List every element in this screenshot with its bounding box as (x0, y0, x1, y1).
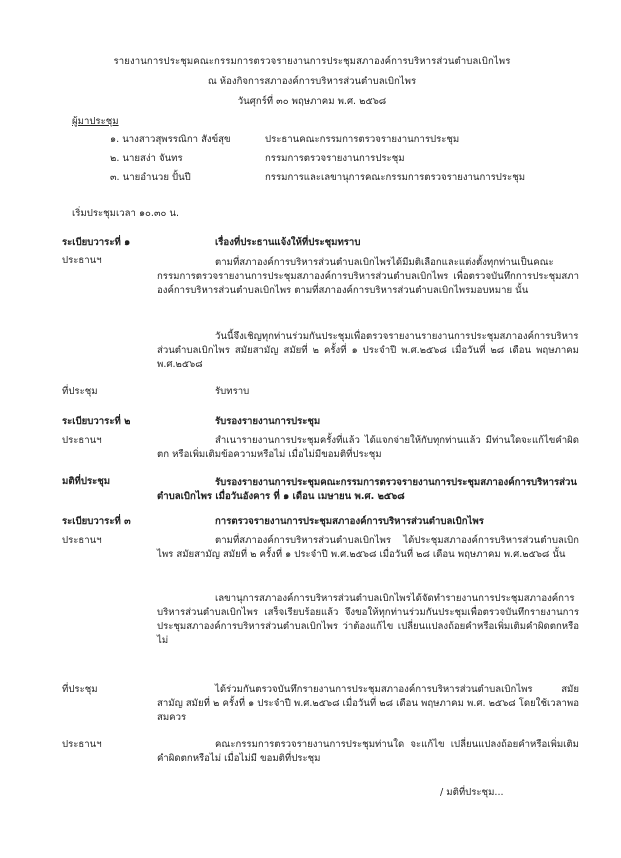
agenda2-resolution-label: มติที่ประชุม (62, 476, 111, 487)
attendees-label: ผู้มาประชุม (72, 116, 119, 127)
agenda1-title: เรื่องที่ประธานแจ้งให้ที่ประชุมทราบ (215, 237, 361, 248)
report-location: ณ ห้องกิจการสภาองค์การบริหารส่วนตำบลเบิกไพร (207, 76, 417, 87)
agenda2-speaker: ประธานฯ (62, 435, 102, 446)
report-date: วันศุกร์ที่ ๓๐ พฤษภาคม พ.ศ. ๒๕๖๘ (237, 96, 387, 107)
agenda1-resolution: รับทราบ (215, 386, 250, 397)
agenda3-speaker: ประธานฯ (62, 739, 102, 750)
attendee-role: กรรมการตรวจรายงานการประชุม (265, 153, 405, 164)
report-title: รายงานการประชุมคณะกรรมการตรวจรายงานการประชุมสภาองค์การบริหารส่วนตำบลเบิกไพร (113, 56, 511, 67)
attendee-name: ๓. นายอำนวย ปั้นปี (110, 172, 191, 183)
agenda1-resolution-label: ที่ประชุม (62, 386, 98, 397)
agenda1-paragraph: ตามที่สภาองค์การบริหารส่วนตำบลเบิกไพรได้มีมติเลือกและแต่งตั้งทุกท่านเป็นคณะกรรมการตรวจรายงานการประชุมสภาองค์การบริหารส่วนตำบลเบิกไพร เพื่อตรวจบันทึกการประชุมสภาองค์การบริหารส่วนตำบลเบิกไพร ตามที่สภาองค์การบริหารส่วนตำบลเบิกไพรมอบหมาย นั้น (157, 257, 579, 296)
agenda3-speaker: ประธานฯ (62, 535, 102, 546)
agenda3-closing: คณะกรรมการตรวจรายงานการประชุมท่านใด จะแก้ไข เปลี่ยนแปลงถ้อยคำหรือเพิ่มเติมคำผิดตกหรือไม่ เมื่อไม่มี ขอมติที่ประชุม (157, 739, 579, 764)
start-time: เริ่มประชุมเวลา ๑๐.๓๐ น. (72, 208, 180, 219)
agenda1-paragraph: วันนี้จึงเชิญทุกท่านร่วมกันประชุมเพื่อตรวจรายงานรายงานการประชุมสภาองค์การบริหารส่วนตำบลเบิกไพร สมัยสามัญ สมัยที่ ๒ ครั้งที่ ๑ ประจำปี พ.ศ.๒๕๖๘ เมื่อวันที่ ๒๘ เดือน พฤษภาคม พ.ศ.๒๕๖๘ (157, 331, 579, 370)
agenda1-label: ระเบียบวาระที่ ๑ (62, 237, 131, 248)
agenda3-paragraph: เลขานุการสภาองค์การบริหารส่วนตำบลเบิกไพรได้จัดทำรายงานการประชุมสภาองค์การบริหารส่วนตำบลเบิกไพร เสร็จเรียบร้อยแล้ว จึงขอให้ทุกท่านร่วมกันประชุมเพื่อตรวจบันทึกรายงานการประชุมสภาองค์การบริหารส่วนตำบลเบิกไพร ว่าต้องแก้ไข เปลี่ยนแปลงถ้อยคำหรือเพิ่มเติมคำผิดตกหรือไม่ (157, 593, 579, 646)
agenda3-paragraph: ตามที่สภาองค์การบริหารส่วนตำบลเบิกไพร ได้ประชุมสภาองค์การบริหารส่วนตำบลเบิกไพร สมัยสามัญ สมัยที่ ๒ ครั้งที่ ๑ ประจำปี พ.ศ.๒๕๖๘ เมื่อวันที่ ๒๘ เดือน พฤษภาคม พ.ศ.๒๕๖๘ นั้น (157, 535, 579, 560)
agenda3-label: ระเบียบวาระที่ ๓ (62, 516, 131, 527)
continuation-marker: / มติที่ประชุม... (440, 787, 504, 798)
attendee-name: ๑. นางสาวสุพรรณิกา สังข์สุข (110, 134, 231, 145)
agenda2-paragraph: สำเนารายงานการประชุมครั้งที่แล้ว ได้แจกจ่ายให้กับทุกท่านแล้ว มีท่านใดจะแก้ไขคำผิดตก หรือเพิ่มเติมข้อความหรือไม่ เมื่อไม่มีขอมติที่ประชุม (157, 435, 579, 460)
agenda3-title: การตรวจรายงานการประชุมสภาองค์การบริหารส่วนตำบลเบิกไพร (215, 516, 484, 527)
attendee-role: กรรมการและเลขานุการคณะกรรมการตรวจรายงานการประชุม (265, 172, 526, 183)
agenda2-title: รับรองรายงานการประชุม (215, 416, 321, 427)
agenda1-speaker: ประธานฯ (62, 255, 102, 266)
agenda3-meeting-text: ได้ร่วมกันตรวจบันทึกรายงานการประชุมสภาองค์การบริหารส่วนตำบลเบิกไพร สมัยสามัญ สมัยที่ ๒ ครั้งที่ ๑ ประจำปี พ.ศ.๒๕๖๘ เมื่อวันที่ ๒๘ เดือน พฤษภาคม พ.ศ. ๒๕๖๘ โดยใช้เวลาพอสมควร (157, 684, 579, 723)
attendee-role: ประธานคณะกรรมการตรวจรายงานการประชุม (265, 134, 460, 145)
agenda2-resolution: รับรองรายงานการประชุมคณะกรรมการตรวจรายงานการประชุมสภาองค์การบริหารส่วนตำบลเบิกไพร เมื่อวันอังคาร ที่ ๑ เดือน เมษายน พ.ศ. ๒๕๖๘ (157, 477, 577, 502)
agenda3-meeting-label: ที่ประชุม (62, 684, 98, 695)
agenda2-label: ระเบียบวาระที่ ๒ (62, 416, 131, 427)
attendee-name: ๒. นายสง่า จันทร (110, 153, 183, 164)
